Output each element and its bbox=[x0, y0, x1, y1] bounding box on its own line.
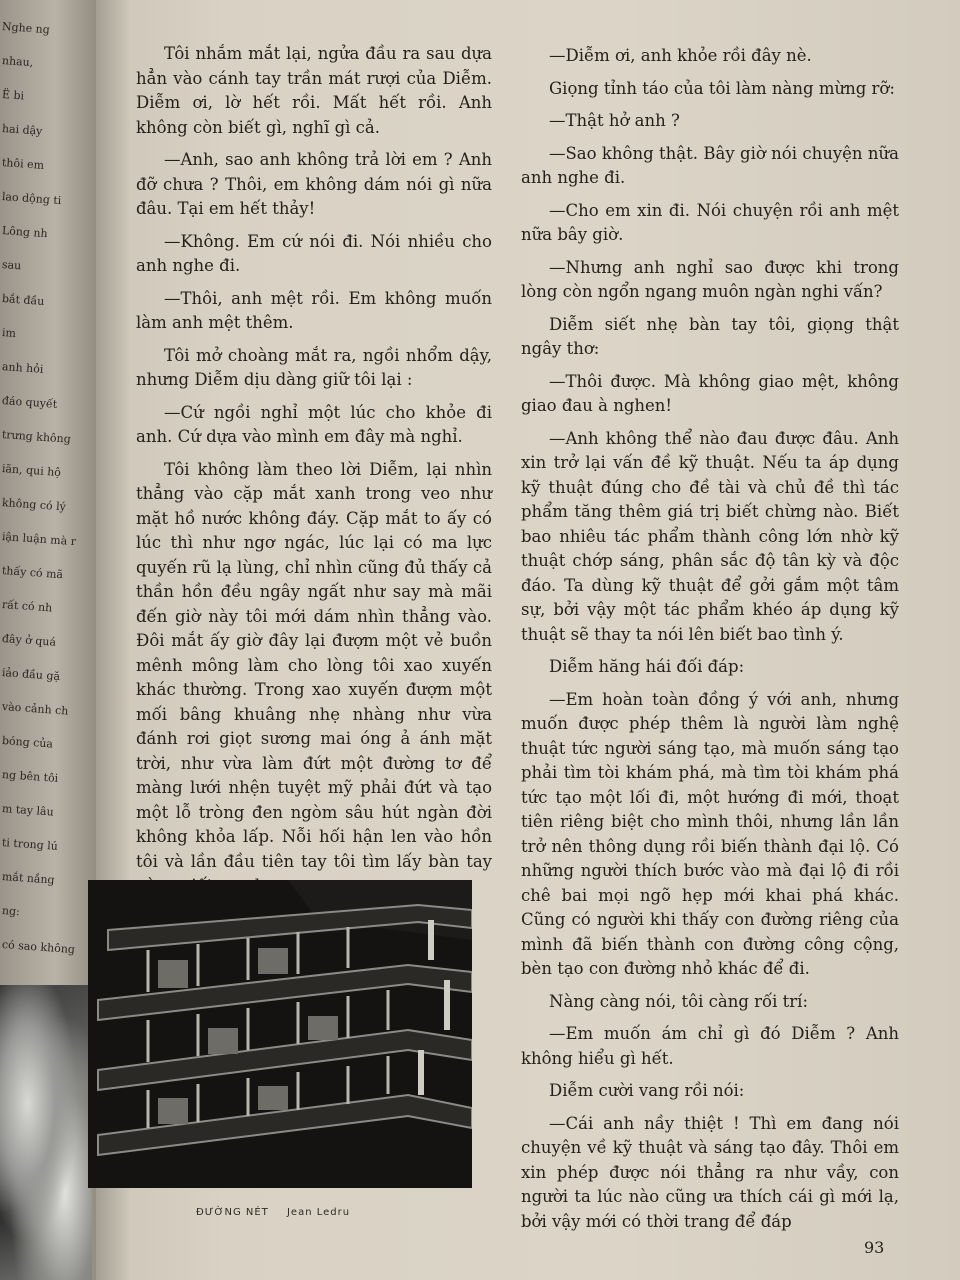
right-text-column bbox=[521, 44, 899, 1242]
left-text-column bbox=[136, 42, 492, 907]
facing-page-fragment: ng bên tôi bbox=[1, 768, 59, 785]
paragraph: —Anh không thể nào đau được đâu. Anh xin trở lại vấn đề kỹ thuật. Nếu ta áp dụng kỹ thuật đúng cho đề tài và chủ đề thì tác phẩm tăng thêm giá trị biết chừng nào. Biết bao nhiêu tác phẩm thành công lớn nhờ kỹ thuật chớp sáng, phân sắc độ tân kỳ và độc đáo. Ta dùng kỹ thuật để gởi gắm một tâm sự, bởi vậy một tác phẩm khéo áp dụng kỹ thuật sẽ thay ta nói lên biết bao tình ý. bbox=[521, 428, 899, 644]
caption-title: ĐƯỜNG NÉT bbox=[196, 1207, 269, 1218]
facing-page-fragment: lao dộng ti bbox=[1, 190, 62, 208]
facing-page-fragment: thôi em bbox=[1, 156, 45, 172]
paragraph: Giọng tỉnh táo của tôi làm nàng mừng rỡ: bbox=[549, 78, 895, 98]
facing-page-fragment: vào cảnh ch bbox=[1, 700, 69, 718]
facing-page bbox=[0, 0, 100, 1280]
facing-page-fragment: sau bbox=[1, 258, 22, 273]
facing-page-fragment: bắt đầu bbox=[1, 292, 45, 308]
caption-artist: Jean Ledru bbox=[286, 1207, 351, 1218]
facing-page-fragment: thấy có mã bbox=[1, 564, 64, 582]
facing-page-fragment: có sao không bbox=[1, 938, 76, 957]
paragraph: —Cứ ngồi nghỉ một lúc cho khỏe đi anh. Cứ dựa vào mình em đây mà nghỉ. bbox=[136, 402, 492, 446]
facing-page-fragment: nhau, bbox=[1, 54, 34, 70]
paragraph: —Anh, sao anh không trả lời em ? Anh đỡ chưa ? Thôi, em không dám nói gì nữa đâu. Tại em hết thảy! bbox=[136, 150, 492, 218]
facing-page-fragment: m tay lâu bbox=[1, 802, 55, 819]
facing-page-fragment: đáo quyết bbox=[1, 394, 58, 411]
facing-page-fragment: iãn, qui hộ bbox=[1, 462, 62, 480]
facing-page-fragment: mắt nắng bbox=[1, 870, 56, 887]
paragraph: —Diễm ơi, anh khỏe rồi đây nè. bbox=[549, 46, 812, 65]
facing-page-photo bbox=[0, 985, 92, 1280]
paragraph: —Thôi được. Mà không giao mệt, không giao đau à nghen! bbox=[521, 371, 899, 415]
paragraph: Tôi mở choàng mắt ra, ngồi nhổm dậy, nhưng Diễm dịu dàng giữ tôi lại : bbox=[136, 345, 492, 389]
paragraph: —Không. Em cứ nói đi. Nói nhiều cho anh nghe đi. bbox=[136, 231, 492, 275]
paragraph: —Nhưng anh nghỉ sao được khi trong lòng còn ngổn ngang muôn ngàn nghi vấn? bbox=[521, 257, 899, 301]
facing-page-fragment: Nghe ng bbox=[1, 20, 51, 37]
facing-page-fragment: đây ở quá bbox=[1, 632, 57, 649]
facing-page-fragment: bóng của bbox=[1, 734, 54, 751]
facing-page-fragment: im bbox=[1, 326, 17, 340]
paragraph: Tôi không làm theo lời Diễm, lại nhìn thẳng vào cặp mắt xanh trong veo như mặt hồ nước không đáy. Cặp mắt to ấy có lúc thì như ngơ ngác, lúc lại có ma lực quyến rũ lạ lùng, chỉ nhìn cũng đủ thấy cả thần hồn đều ngây ngất như say mà mãi đến giờ này tôi mới dám nhìn thẳng vào. Đôi mắt ấy giờ đây lại đượm một vẻ buồn mênh mông làm cho lòng tôi xao xuyến khác thường. Trong xao xuyến đượm một mối bâng khuâng nhẹ nhàng như vừa đánh rơi giọt sương mai óng ả ánh mặt trời, như vừa làm đứt một đường tơ để màng lưới nhện tuyệt mỹ phải đứt và tạo một lỗ tròng đen ngòm sâu hút ngàn đời không khỏa lấp. Nỗi hối hận len vào hồn tôi và lần đầu tiên tay tôi tìm lấy bàn tay bbox=[136, 459, 492, 871]
paragraph: —Sao không thật. Bây giờ nói chuyện nữa anh nghe đi. bbox=[521, 143, 899, 187]
facing-page-fragment: rất có nh bbox=[1, 598, 53, 615]
facing-page-fragment: hai dậy bbox=[1, 122, 43, 138]
book-page bbox=[96, 0, 960, 1280]
facing-page-fragment: ng: bbox=[1, 904, 21, 919]
facing-page-fragment: không có lý bbox=[1, 496, 67, 514]
facing-page-fragment: iận luận mà r bbox=[1, 530, 77, 549]
paragraph: —Thật hở anh ? bbox=[549, 111, 680, 130]
facing-page-fragment: trưng không bbox=[1, 428, 72, 446]
paragraph: —Cho em xin đi. Nói chuyện rồi anh mệt nữa bây giờ. bbox=[521, 200, 899, 244]
paragraph: Diễm cười vang rồi nói: bbox=[549, 1081, 745, 1100]
illustration-photo bbox=[88, 880, 472, 1188]
paragraph: Nàng càng nói, tôi càng rối trí: bbox=[549, 991, 809, 1011]
page-number: 93 bbox=[864, 1238, 885, 1257]
paragraph: —Cái anh nầy thiệt ! Thì em đang nói chuyện về kỹ thuật và sáng tạo đây. Thôi em xin phép được nói thẳng ra như vầy, con người ta lúc nào cũng ưa thích cái gì mới lạ, bởi vậy mới có thời trang để đáp bbox=[521, 1113, 899, 1231]
facing-page-fragment: Lông nh bbox=[1, 224, 49, 241]
paragraph: —Em hoàn toàn đồng ý với anh, nhưng muốn được phép thêm là người làm nghệ thuật tức người sáng tạo, mà muốn sáng tạo phải tìm tòi khám phá, mà tìm tòi khám phá tức tạo một lối đi, một hướng đi mới, thoạt tiên riêng biệt cho mình thôi, nhưng lần lần trở nên thông dụng rồi biến thành đại lộ. Có những người thích bước vào mà đại lộ đi rồi chê bai mọi ngõ hẹp mới khai phá khác. Cũng có người khi thấy con đường riêng của mình đã biến thành con đường công cộng, bèn tạo con đường nhỏ khác để đi. bbox=[521, 689, 899, 978]
facing-page-fragment: iảo đầu gặ bbox=[1, 666, 61, 684]
facing-page-fragment: Ë bi bbox=[1, 88, 25, 103]
illustration-caption bbox=[196, 1207, 364, 1218]
paragraph: Tôi nhắm mắt lại, ngửa đầu ra sau dựa hẳn vào cánh tay trần mát rượi của Diễm. Diễm ơi, lờ hết rồi. Mất hết rồi. Anh không còn biết gì, nghĩ gì cả. bbox=[136, 44, 492, 137]
paragraph: Diễm siết nhẹ bàn tay tôi, giọng thật ngây thơ: bbox=[521, 314, 899, 358]
paragraph: —Em muốn ám chỉ gì đó Diễm ? Anh không hiểu gì hết. bbox=[521, 1024, 899, 1068]
paragraph: —Thôi, anh mệt rồi. Em không muốn làm anh mệt thêm. bbox=[136, 288, 492, 332]
facing-page-fragment: ti trong lú bbox=[1, 836, 59, 853]
paragraph: Diễm hăng hái đối đáp: bbox=[549, 657, 745, 676]
facing-page-fragment: anh hỏi bbox=[1, 360, 44, 376]
balcony-building-image bbox=[88, 880, 472, 1188]
